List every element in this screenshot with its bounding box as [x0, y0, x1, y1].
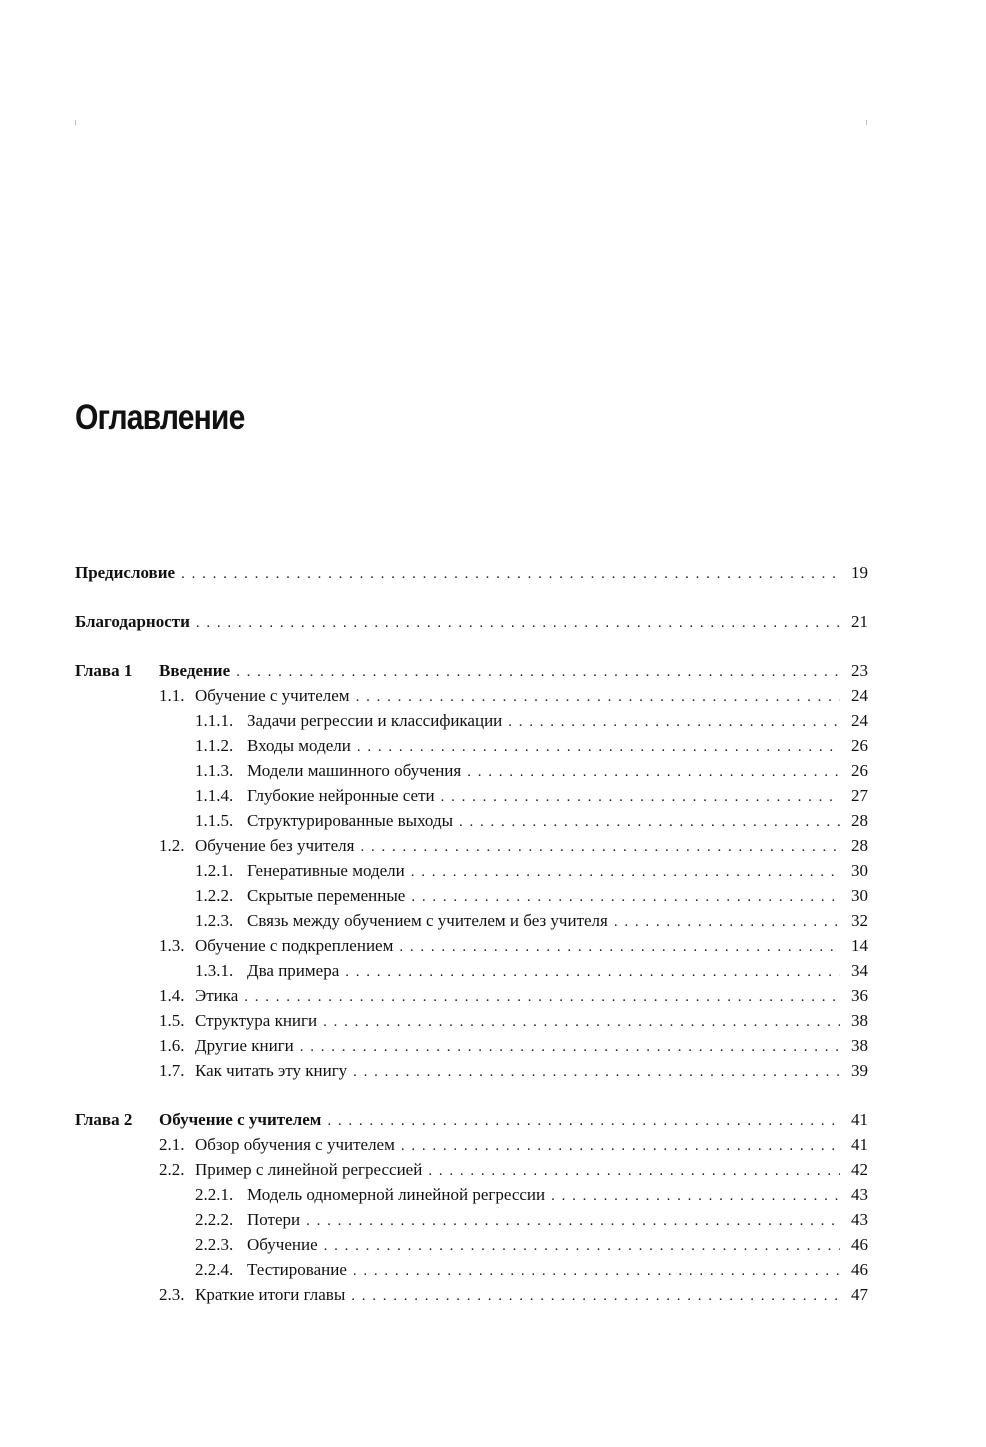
- toc-entry-title: Структурированные выходы: [247, 811, 454, 830]
- toc-entry-number: 1.1.: [159, 686, 185, 705]
- toc-entry-title: Этика: [195, 986, 239, 1005]
- dot-leader: [327, 1109, 840, 1134]
- toc-entry[interactable]: [75, 1008, 868, 1033]
- toc-entry-number: 2.2.4.: [195, 1260, 234, 1279]
- toc-entry-title: Генеративные модели: [247, 861, 405, 880]
- toc-entry[interactable]: [75, 1232, 868, 1257]
- toc-entry[interactable]: [75, 1132, 868, 1157]
- toc-entry[interactable]: [75, 609, 868, 634]
- toc-entry-title: Скрытые переменные: [247, 886, 406, 905]
- toc-entry-number: 1.1.5.: [195, 811, 234, 830]
- toc-entry-number: 1.2.2.: [195, 886, 234, 905]
- toc-entry-title: Обзор обучения с учителем: [195, 1135, 395, 1154]
- toc-entry-number: 1.2.: [159, 836, 185, 855]
- toc-entry-number: 2.2.2.: [195, 1210, 234, 1229]
- dot-leader: [236, 660, 840, 685]
- toc-entry-number: 1.3.: [159, 936, 185, 955]
- toc-entry-title: Модели машинного обучения: [247, 761, 462, 780]
- toc-entry-title: Модель одномерной линейной регрессии: [247, 1185, 546, 1204]
- toc-entry-number: 1.1.3.: [195, 761, 234, 780]
- toc-entry-title: Обучение без учителя: [195, 836, 355, 855]
- toc-entry-number: 1.5.: [159, 1011, 185, 1030]
- toc-entry[interactable]: [75, 1182, 868, 1207]
- toc-entry-page: 23: [851, 661, 868, 680]
- toc-entry-page: 19: [851, 563, 868, 582]
- toc-entry[interactable]: [75, 808, 868, 833]
- toc-entry[interactable]: [75, 883, 868, 908]
- toc-entry-number: 1.1.2.: [195, 736, 234, 755]
- toc-entry-page: 30: [851, 886, 868, 905]
- toc-entry[interactable]: [75, 1058, 868, 1083]
- toc-entry-number: 1.1.1.: [195, 711, 234, 730]
- toc-entry-number: 2.1.: [159, 1135, 185, 1154]
- toc-entry-page: 38: [851, 1011, 868, 1030]
- toc-entry-title: Структура книги: [195, 1011, 318, 1030]
- toc-entry[interactable]: [75, 1033, 868, 1058]
- toc-entry[interactable]: [75, 1282, 868, 1307]
- dot-leader: [356, 685, 840, 710]
- dot-leader: [459, 810, 840, 835]
- toc-entry[interactable]: [75, 733, 868, 758]
- toc-entry-page: 42: [851, 1160, 868, 1179]
- toc-entry-page: 34: [851, 961, 868, 980]
- toc-entry-page: 41: [851, 1135, 868, 1154]
- dot-leader: [351, 1284, 840, 1309]
- dot-leader: [353, 1060, 840, 1085]
- toc-entry-page: 47: [851, 1285, 868, 1304]
- toc-entry-title: Введение: [159, 661, 231, 680]
- toc-entry-title: Пример с линейной регрессией: [195, 1160, 423, 1179]
- dot-leader: [244, 985, 840, 1010]
- page-title: Оглавление: [75, 398, 245, 437]
- toc-entry-title: Задачи регрессии и классификации: [247, 711, 503, 730]
- toc-entry-page: 32: [851, 911, 868, 930]
- toc-entry-page: 30: [851, 861, 868, 880]
- dot-leader: [353, 1259, 840, 1284]
- toc-entry-title: Тестирование: [247, 1260, 347, 1279]
- toc-entry-title: Как читать эту книгу: [195, 1061, 348, 1080]
- toc-entry-page: 26: [851, 736, 868, 755]
- dot-leader: [345, 960, 840, 985]
- dot-leader: [428, 1159, 840, 1184]
- toc-entry[interactable]: [75, 958, 868, 983]
- dot-leader: [508, 710, 840, 735]
- dot-leader: [401, 1134, 840, 1159]
- toc-entry[interactable]: [75, 1157, 868, 1182]
- toc-entry-number: Глава 1: [75, 661, 133, 680]
- dot-leader: [196, 611, 840, 636]
- dot-leader: [360, 835, 840, 860]
- table-of-contents: [75, 560, 868, 1307]
- toc-entry-number: 1.3.1.: [195, 961, 234, 980]
- toc-entry-number: 2.2.: [159, 1160, 185, 1179]
- toc-entry-page: 43: [851, 1185, 868, 1204]
- toc-entry-title: Два примера: [247, 961, 340, 980]
- toc-entry-page: 24: [851, 711, 868, 730]
- toc-entry-title: Входы модели: [247, 736, 351, 755]
- toc-entry[interactable]: [75, 833, 868, 858]
- toc-entry-title: Другие книги: [195, 1036, 294, 1055]
- toc-entry[interactable]: [75, 683, 868, 708]
- toc-entry-page: 28: [851, 836, 868, 855]
- toc-entry[interactable]: [75, 1257, 868, 1282]
- dot-leader: [399, 935, 840, 960]
- toc-entry[interactable]: [75, 908, 868, 933]
- toc-entry-page: 36: [851, 986, 868, 1005]
- toc-entry-number: 1.2.3.: [195, 911, 234, 930]
- toc-entry-number: 2.3.: [159, 1285, 185, 1304]
- dot-leader: [323, 1010, 840, 1035]
- toc-entry-page: 27: [851, 786, 868, 805]
- toc-entry-title: Краткие итоги главы: [195, 1285, 346, 1304]
- dot-leader: [300, 1035, 840, 1060]
- dot-leader: [181, 562, 840, 587]
- toc-entry-number: 2.2.3.: [195, 1235, 234, 1254]
- toc-entry-title: Связь между обучением с учителем и без учителя: [247, 911, 608, 930]
- dot-leader: [306, 1209, 840, 1234]
- dot-leader: [467, 760, 840, 785]
- toc-entry-number: Глава 2: [75, 1110, 133, 1129]
- toc-entry[interactable]: [75, 658, 868, 683]
- toc-entry-page: 21: [851, 612, 868, 631]
- toc-entry[interactable]: [75, 933, 868, 958]
- toc-entry-number: 2.2.1.: [195, 1185, 234, 1204]
- toc-entry-number: 1.1.4.: [195, 786, 234, 805]
- toc-entry[interactable]: [75, 858, 868, 883]
- toc-entry-page: 14: [851, 936, 868, 955]
- toc-entry-title: Глубокие нейронные сети: [247, 786, 435, 805]
- dot-leader: [357, 735, 840, 760]
- crop-mark-left: [75, 120, 76, 125]
- toc-entry-page: 46: [851, 1260, 868, 1279]
- toc-entry-title: Обучение с учителем: [159, 1110, 322, 1129]
- toc-entry[interactable]: [75, 560, 868, 585]
- dot-leader: [441, 785, 840, 810]
- toc-entry-title: Обучение с подкреплением: [195, 936, 394, 955]
- toc-entry-number: 1.7.: [159, 1061, 185, 1080]
- toc-entry[interactable]: [75, 1207, 868, 1232]
- dot-leader: [411, 885, 840, 910]
- toc-entry-title: Обучение с учителем: [195, 686, 350, 705]
- toc-entry-page: 28: [851, 811, 868, 830]
- dot-leader: [411, 860, 840, 885]
- toc-entry-title: Благодарности: [75, 612, 190, 631]
- toc-entry-page: 41: [851, 1110, 868, 1129]
- toc-entry-page: 39: [851, 1061, 868, 1080]
- toc-entry-number: 1.2.1.: [195, 861, 234, 880]
- dot-leader: [614, 910, 840, 935]
- toc-entry-page: 26: [851, 761, 868, 780]
- toc-entry[interactable]: [75, 708, 868, 733]
- toc-entry-number: 1.6.: [159, 1036, 185, 1055]
- crop-mark-right: [866, 120, 867, 125]
- toc-entry[interactable]: [75, 983, 868, 1008]
- toc-entry-page: 38: [851, 1036, 868, 1055]
- toc-entry-page: 43: [851, 1210, 868, 1229]
- toc-entry-title: Предисловие: [75, 563, 176, 582]
- toc-entry-title: Потери: [247, 1210, 301, 1229]
- dot-leader: [551, 1184, 840, 1209]
- toc-entry-number: 1.4.: [159, 986, 185, 1005]
- toc-entry-page: 46: [851, 1235, 868, 1254]
- toc-entry-page: 24: [851, 686, 868, 705]
- toc-entry[interactable]: [75, 783, 868, 808]
- toc-entry[interactable]: [75, 1107, 868, 1132]
- toc-entry-title: Обучение: [247, 1235, 318, 1254]
- toc-entry[interactable]: [75, 758, 868, 783]
- dot-leader: [324, 1234, 840, 1259]
